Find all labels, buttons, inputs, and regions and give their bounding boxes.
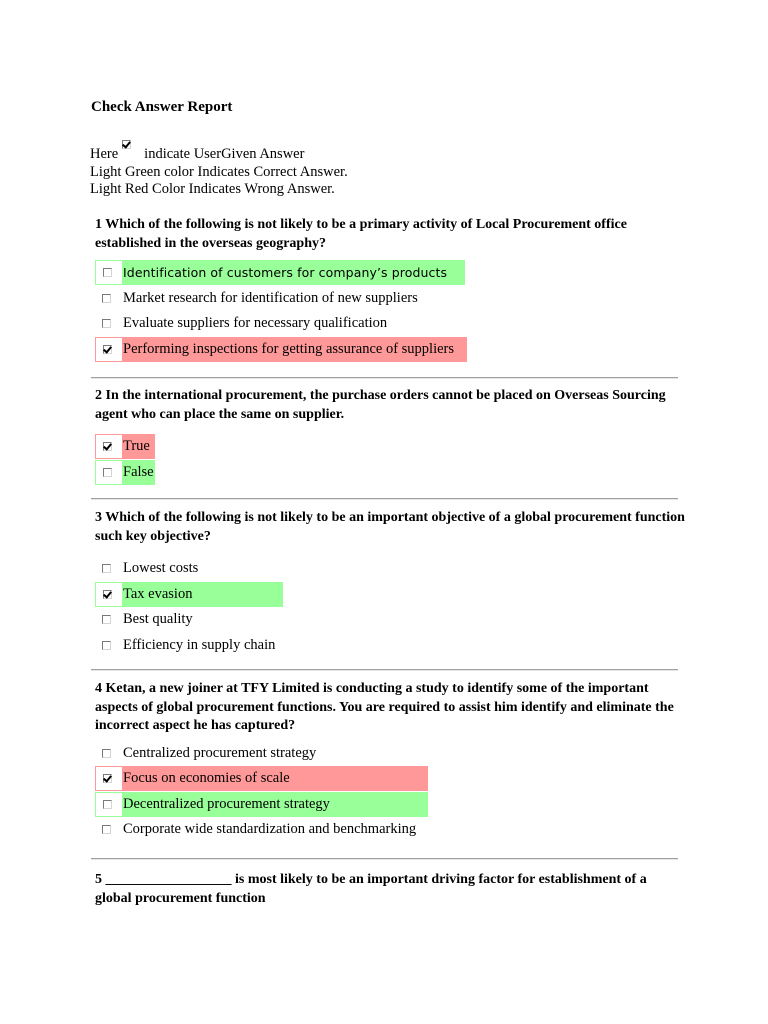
- option-label: False: [122, 460, 155, 485]
- answer-option[interactable]: [95, 460, 685, 486]
- checkbox-icon[interactable]: [102, 564, 111, 573]
- option-label: True: [122, 434, 155, 459]
- answer-option[interactable]: [95, 817, 685, 843]
- option-label: Performing inspections for getting assurance of suppliers: [122, 337, 467, 362]
- divider: [91, 498, 678, 500]
- answer-option[interactable]: [95, 792, 685, 818]
- options-list: [95, 434, 685, 485]
- question-text: 1 Which of the following is not likely to be a primary activity of Local Procurement office established in the overseas geography?: [95, 217, 627, 251]
- option-label: Best quality: [123, 611, 193, 627]
- option-label: Centralized procurement strategy: [123, 744, 317, 761]
- checkbox-icon[interactable]: [103, 268, 112, 277]
- legend-sample-checkbox: [118, 146, 144, 158]
- options-list: [95, 260, 685, 362]
- question-text: 5 __________________ is most likely to be an important driving factor for establishment of a global procurement function: [95, 872, 647, 906]
- checkbox-checked-icon[interactable]: [103, 590, 112, 599]
- checkbox-icon[interactable]: [103, 468, 112, 477]
- legend-user-answer: [90, 146, 348, 164]
- checkbox-checked-icon[interactable]: [103, 442, 112, 451]
- checkbox-checked-icon[interactable]: [103, 345, 112, 354]
- option-label: Tax evasion: [122, 582, 283, 607]
- answer-option[interactable]: [95, 741, 685, 767]
- question-1: [95, 216, 685, 362]
- answer-option[interactable]: [95, 286, 685, 312]
- report-title: Check Answer Report: [91, 99, 233, 115]
- question-3: [95, 509, 685, 658]
- answer-option[interactable]: [95, 556, 685, 582]
- checkbox-checked-icon[interactable]: [103, 774, 112, 783]
- option-label: Identification of customers for company’s products: [122, 260, 465, 285]
- legend-indicate-text: indicate UserGiven Answer: [144, 146, 305, 162]
- option-label: Focus on economies of scale: [122, 766, 428, 791]
- question-text: 4 Ketan, a new joiner at TFY Limited is conducting a study to identify some of the important aspects of global procurement functions. You are required to assist him identify and eliminate the incorrect aspect he has captured?: [95, 681, 674, 733]
- checkbox-icon[interactable]: [102, 825, 111, 834]
- answer-option[interactable]: [95, 311, 685, 337]
- option-label: Evaluate suppliers for necessary qualification: [123, 315, 388, 331]
- legend-red: Light Red Color Indicates Wrong Answer.: [90, 181, 335, 197]
- answer-option[interactable]: [95, 337, 685, 363]
- answer-option[interactable]: [95, 434, 685, 460]
- option-label: Market research for identification of new suppliers: [123, 289, 418, 306]
- checkbox-icon[interactable]: [102, 615, 111, 624]
- answer-option[interactable]: [95, 766, 685, 792]
- options-list: [95, 556, 685, 658]
- divider: [91, 377, 678, 379]
- divider: [91, 858, 678, 860]
- question-text: 3 Which of the following is not likely to be an important objective of a global procurement function such key objective?: [95, 510, 685, 544]
- answer-option[interactable]: [95, 260, 685, 286]
- answer-option[interactable]: [95, 633, 685, 659]
- checkbox-icon[interactable]: [103, 800, 112, 809]
- question-2: [95, 387, 685, 485]
- legend-green: Light Green color Indicates Correct Answer.: [90, 163, 348, 180]
- answer-option[interactable]: [95, 607, 685, 633]
- option-label: Decentralized procurement strategy: [122, 792, 428, 817]
- legend: [90, 146, 348, 199]
- option-label: Efficiency in supply chain: [123, 636, 276, 653]
- question-text: 2 In the international procurement, the purchase orders cannot be placed on Overseas Sourcing agent who can place the same on supplier.: [95, 388, 666, 422]
- question-5: [95, 871, 685, 908]
- option-label: Corporate wide standardization and benchmarking: [123, 821, 417, 837]
- option-label: Lowest costs: [123, 560, 199, 576]
- divider: [91, 669, 678, 671]
- checkbox-icon[interactable]: [102, 641, 111, 650]
- checkbox-icon[interactable]: [102, 319, 111, 328]
- legend-here-text: Here: [90, 146, 119, 162]
- checkbox-checked-icon: [122, 140, 131, 149]
- question-4: [95, 680, 685, 843]
- checkbox-icon[interactable]: [102, 294, 111, 303]
- answer-option[interactable]: [95, 582, 685, 608]
- checkbox-icon[interactable]: [102, 749, 111, 758]
- options-list: [95, 741, 685, 843]
